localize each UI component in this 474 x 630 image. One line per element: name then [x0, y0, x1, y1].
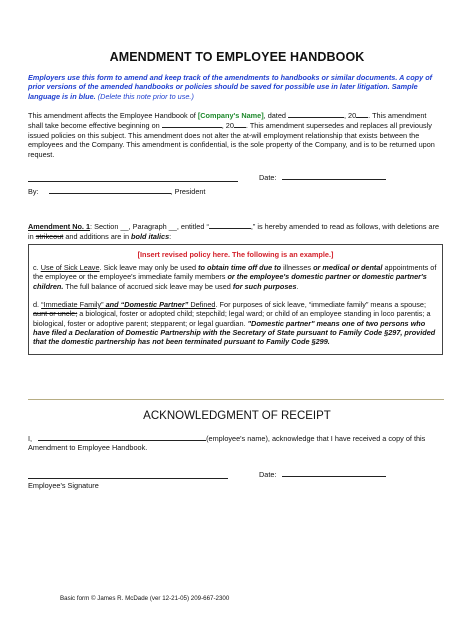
- acknowledgment-title: ACKNOWLEDGMENT OF RECEIPT: [143, 410, 331, 422]
- by-signature-field[interactable]: [49, 186, 171, 194]
- amendment-number: Amendment No. 1: [28, 222, 91, 231]
- item-c-bold-1: to obtain time off due to: [198, 263, 282, 272]
- year-prefix-1: 20: [348, 111, 357, 120]
- item-d-title-2: Defined: [188, 300, 216, 309]
- date-label: Date:: [259, 173, 277, 182]
- bold-italics-word: bold italics: [131, 231, 170, 241]
- affects-text-3: . This amendment shall take become effective beginning on: [28, 111, 427, 131]
- section-title-field[interactable]: [209, 221, 251, 229]
- amendment-paragraph: [28, 221, 443, 241]
- item-c-bold-3: or the employee's domestic partner or domestic partner's children.: [33, 272, 427, 291]
- amendment-text-2: ,” is hereby amended to read as follows, with deletions are in: [28, 222, 440, 241]
- item-d-title-1: “Immediate Family”: [41, 300, 104, 309]
- instructions-note: [28, 73, 443, 101]
- item-d-text-1: . For purposes of sick leave, “immediate family” means a spouse;: [215, 300, 426, 309]
- company-name-placeholder[interactable]: [Company's Name]: [197, 111, 264, 120]
- instructions-text: Employers use this form to amend and keep track of the amendments to handbooks or similar documents. A copy of prior versions of the amended handbooks or policies should be saved for possible use in later litigation. Sample language is in blue.: [28, 73, 433, 101]
- acknowledgment-paragraph: [28, 433, 443, 453]
- ack-prefix: I,: [28, 434, 35, 443]
- item-c-text-3: appointments of the employee or the employee's immediate family members: [33, 263, 437, 282]
- delete-note: (Delete this note prior to use.): [97, 91, 194, 101]
- policy-item-c: [33, 263, 438, 291]
- affects-text-1: This amendment affects the Employee Handbook of: [28, 111, 198, 120]
- employee-signature-label: Employee's Signature: [28, 481, 99, 490]
- item-c-prefix: c.: [33, 263, 41, 272]
- ack-date-row: [259, 469, 386, 479]
- section-divider: [28, 399, 444, 400]
- by-row: [28, 186, 205, 196]
- footer-text: Basic form © James R. McDade (ver 12-21-05) 209-667-2300: [60, 595, 230, 602]
- ack-text: (employee's name), acknowledge that I have received a copy of this Amendment to Employee Handbook.: [28, 434, 426, 453]
- strikeout-word: strikeout: [35, 231, 64, 241]
- company-signature-line[interactable]: [28, 181, 238, 182]
- employee-signature-line[interactable]: [28, 478, 228, 479]
- document-title: AMENDMENT TO EMPLOYEE HANDBOOK: [109, 50, 365, 64]
- affects-text-4: . This amendment supersedes and replaces all previously issued policies on this subject. This amendment does not alter the at-will employment relationship that exists between the employees and the Company. This amendment is confidential, is the sole property of the Company, and is to be returned upon request.: [28, 121, 435, 159]
- affects-text-2: , dated: [263, 111, 288, 120]
- ack-date-field[interactable]: [282, 469, 386, 477]
- amendment-text-3: and additions are in: [63, 231, 132, 241]
- item-d-text-2: a biological, foster or adopted child; stepchild; legal ward; or child of an employee standing in loco parentis; a biological, foster or adoptive parent; stepparent; or legal guardian.: [33, 309, 431, 328]
- president-label: , President: [170, 187, 206, 196]
- item-c-text-1: . Sick leave may only be used: [99, 263, 199, 272]
- amendment-text-4: :: [169, 231, 172, 241]
- policy-box-header: [Insert revised policy here. The following is an example.]: [137, 250, 334, 259]
- item-c-title: Use of Sick Leave: [40, 263, 100, 272]
- item-c-text-2: illnesses: [281, 263, 314, 272]
- effective-year-field[interactable]: [234, 120, 246, 128]
- date-row: [259, 172, 386, 182]
- by-label: By:: [28, 187, 39, 196]
- ack-date-label: Date:: [259, 470, 277, 479]
- item-c-bold-4: for such purposes: [232, 281, 297, 291]
- amendment-text-1: : Section __, Paragraph __, entitled “: [90, 222, 209, 231]
- item-d-bold-title: and “Domestic Partner”: [103, 300, 189, 309]
- policy-item-d: [33, 300, 438, 346]
- item-c-bold-2: or medical or dental: [313, 263, 383, 272]
- handbook-date-field[interactable]: [288, 110, 344, 118]
- item-d-prefix: d.: [33, 300, 42, 309]
- item-c-text-4: The full balance of accrued sick leave may be used: [63, 281, 233, 291]
- handbook-year-field[interactable]: [356, 110, 368, 118]
- date-field[interactable]: [282, 172, 386, 180]
- item-d-bold: "Domestic partner" means one of two persons who have filed a Declaration of Domestic Partnership with the Secretary of State pursuant to Family Code §297, provided that the domestic partnership has not been terminated pursuant to Family Code §299.: [33, 318, 436, 347]
- employee-name-field[interactable]: [38, 433, 206, 441]
- item-c-text-5: .: [296, 281, 299, 291]
- effective-date-field[interactable]: [162, 120, 222, 128]
- affects-paragraph: This amendment affects the Employee Handbook of [Company's Name], dated , 20 . This amendment shall take become effective beginning on , 20 . This amendment supersedes and replaces all previously issued policies on this subject. This amendment does not alter the at-will employment relationship that exists between the employees and the Company. This amendment is confidential, is the sole property of the Company, and is to be returned upon request.: [28, 111, 435, 159]
- year-prefix-2: , 20: [221, 121, 234, 131]
- policy-box: [28, 244, 443, 355]
- item-d-strikeout: aunt or uncle;: [33, 309, 78, 319]
